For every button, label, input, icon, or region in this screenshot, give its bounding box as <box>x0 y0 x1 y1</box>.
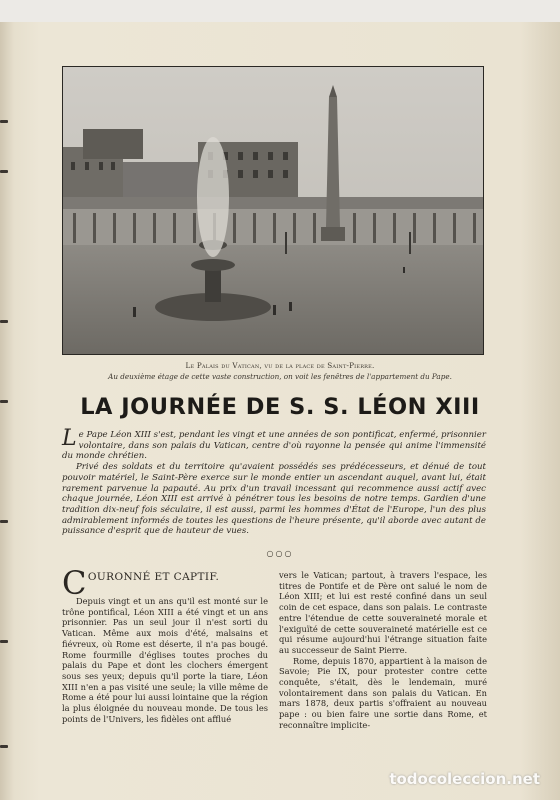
intro-paragraph-1 <box>62 426 486 462</box>
column-right-paragraph-1: vers le Vatican; partout, à travers l'espace, les titres de Pontife et de Père ont salué le nom de Léon XIII; et lui est resté confiné dans un seul coin de cet espace, dans son palais. Le contraste entre l'étendue de cette souveraineté morale et l'exiguïté de cette souveraineté matérielle est ce qui résume aujourd'hui l'étrange situation faite au successeur de Saint Pierre. <box>279 570 487 655</box>
top-strip <box>0 0 560 22</box>
binding-mark <box>0 640 8 643</box>
column-right-paragraph-2: Rome, depuis 1870, appartient à la maison de Savoie; Pie IX, pour protester contre cette conquête, s'était, dès le lendemain, muré volontairement dans son palais du Vatican. En mars 1878, deux partis s'offraient au nouveau pape : ou bien faire une sortie dans Rome, et reconnaître implicite- <box>279 655 487 730</box>
vatican-photo-drawing <box>63 67 483 354</box>
photo-caption-description: Au deuxième étage de cette vaste construction, on voit les fenêtres de l'appartement du Pape. <box>108 372 452 381</box>
watermark-logo: todocoleccion.net <box>389 770 540 788</box>
binding-mark <box>0 120 8 123</box>
binding-mark <box>0 520 8 523</box>
binding-mark <box>0 320 8 323</box>
article-title: LA JOURNÉE DE S. S. LÉON XIII <box>80 394 480 420</box>
column-left-paragraph: Depuis vingt et un ans qu'il est monté sur le trône pontifical, Léon XIII a été vingt et un ans prisonnier. Pas un seul jour il n'est sorti du Vatican. Même aux mois d'été, malsains et fiévreux, où Rome est déserte, il n'a pas bougé. Rome fourmille d'églises toutes proches du palais du Pape et dont les clochers émergent sous ses yeux; depuis qu'il porte la tiare, Léon XIII n'en a pas visité une seule; la ville même de Rome a été pour lui aussi lointaine que la région la plus éloignée du nouveau monde. De tous les points de l'Univers, les fidèles ont afflué <box>62 596 268 724</box>
binding-mark <box>0 170 8 173</box>
colonnade-top <box>63 197 483 209</box>
article-column-left <box>62 564 268 724</box>
vatican-photo <box>62 66 484 355</box>
article-column-right <box>279 570 487 731</box>
section-heading-text: OURONNÉ ET CAPTIF. <box>87 571 220 583</box>
intro-paragraph-2: Privé des soldats et du territoire qu'avaient possédés ses prédécesseurs, et dénué de tout pouvoir matériel, le Saint-Père exerce sur le monde entier un ascendant auquel, avant lui, était rarement parvenue la papauté. Au prix d'un travail incessant qui recommence aussi actif avec chaque journée, Léon XIII est arrivé à pénétrer tous les besoins de notre temps. Gardien d'une tradition dix-neuf fois séculaire, il est aussi, parmi les hommes d'État de l'Europe, l'un des plus admirablement informés de toutes les questions de l'heure présente, qu'il aborde avec autant de puissance d'esprit que de hauteur de vues. <box>62 462 486 537</box>
section-ornament: ○○○ <box>266 549 294 558</box>
piazza <box>63 242 483 354</box>
section-heading <box>62 564 268 602</box>
binding-mark <box>0 745 8 748</box>
section-heading-initial: C <box>62 564 87 602</box>
binding-mark <box>0 400 8 403</box>
intro-drop-cap: L <box>62 426 77 451</box>
fountain-spray <box>197 137 229 257</box>
photo-caption-title: Le Palais du Vatican, vu de la place de Saint-Pierre. <box>185 361 375 370</box>
intro-text-1: e Pape Léon XIII s'est, pendant les vingt et une années de son pontificat, enfermé, prisonnier volontaire, dans son palais du Vatican, centre d'où rayonne la pensée qui anime l'immensité du monde chrétien. <box>62 430 486 462</box>
article-intro <box>62 426 486 537</box>
